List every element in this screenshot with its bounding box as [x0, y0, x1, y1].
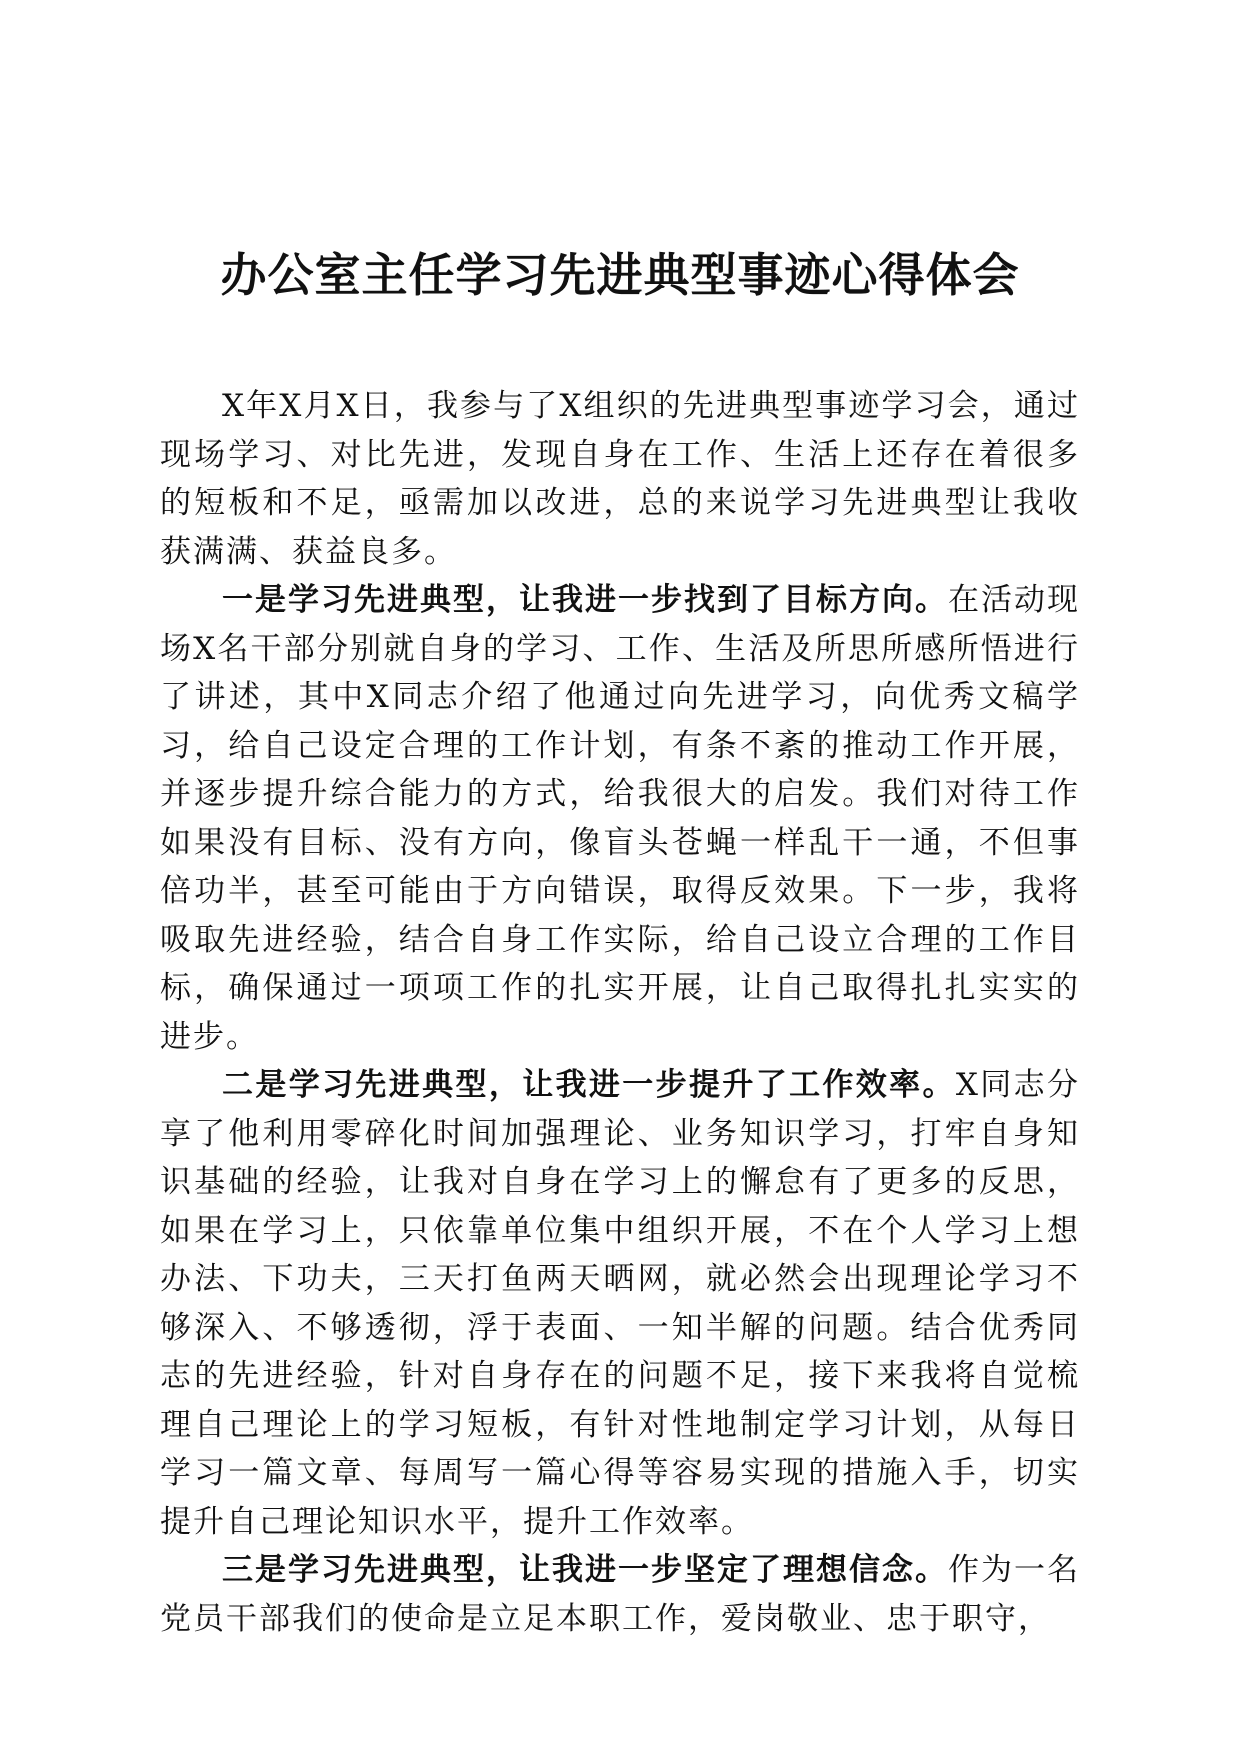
section-paragraph-3	[160, 1546, 1080, 1643]
section-lead-3: 三是学习先进典型，让我进一步坚定了理想信念。	[222, 1552, 948, 1588]
section-paragraph-2	[160, 1061, 1080, 1546]
section-body-2: X同志分享了他利用零碎化时间加强理论、业务知识学习，打牢自身知识基础的经验，让我对自身在学习上的懈怠有了更多的反思，如果在学习上，只依靠单位集中组织开展，不在个人学习上想办法、下功夫，三天打鱼两天晒网，就必然会出现理论学习不够深入、不够透彻，浮于表面、一知半解的问题。结合优秀同志的先进经验，针对自身存在的问题不足，接下来我将自觉梳理自己理论上的学习短板，有针对性地制定学习计划，从每日学习一篇文章、每周写一篇心得等容易实现的措施入手，切实提升自己理论知识水平，提升工作效率。	[160, 1067, 1080, 1540]
section-body-3: 作为一名党员干部我们的使命是立足本职工作，爱岗敬业、忠于职守，	[160, 1552, 1080, 1637]
section-paragraph-1	[160, 576, 1080, 1061]
intro-paragraph: X年X月X日，我参与了X组织的先进典型事迹学习会，通过现场学习、对比先进，发现自身在工作、生活上还存在着很多的短板和不足，亟需加以改进，总的来说学习先进典型让我收获满满、获益良多。	[160, 388, 1080, 570]
document-body	[160, 382, 1080, 1643]
section-lead-2: 二是学习先进典型，让我进一步提升了工作效率。	[222, 1067, 956, 1103]
document-title: 办公室主任学习先进典型事迹心得体会	[220, 248, 1020, 302]
section-lead-1: 一是学习先进典型，让我进一步找到了目标方向。	[222, 582, 948, 618]
section-body-1: 在活动现场X名干部分别就自身的学习、工作、生活及所思所感所悟进行了讲述，其中X同志介绍了他通过向先进学习，向优秀文稿学习，给自己设定合理的工作计划，有条不紊的推动工作开展，并逐步提升综合能力的方式，给我很大的启发。我们对待工作如果没有目标、没有方向，像盲头苍蝇一样乱干一通，不但事倍功半，甚至可能由于方向错误，取得反效果。下一步，我将吸取先进经验，结合自身工作实际，给自己设立合理的工作目标，确保通过一项项工作的扎实开展，让自己取得扎扎实实的进步。	[160, 582, 1080, 1055]
